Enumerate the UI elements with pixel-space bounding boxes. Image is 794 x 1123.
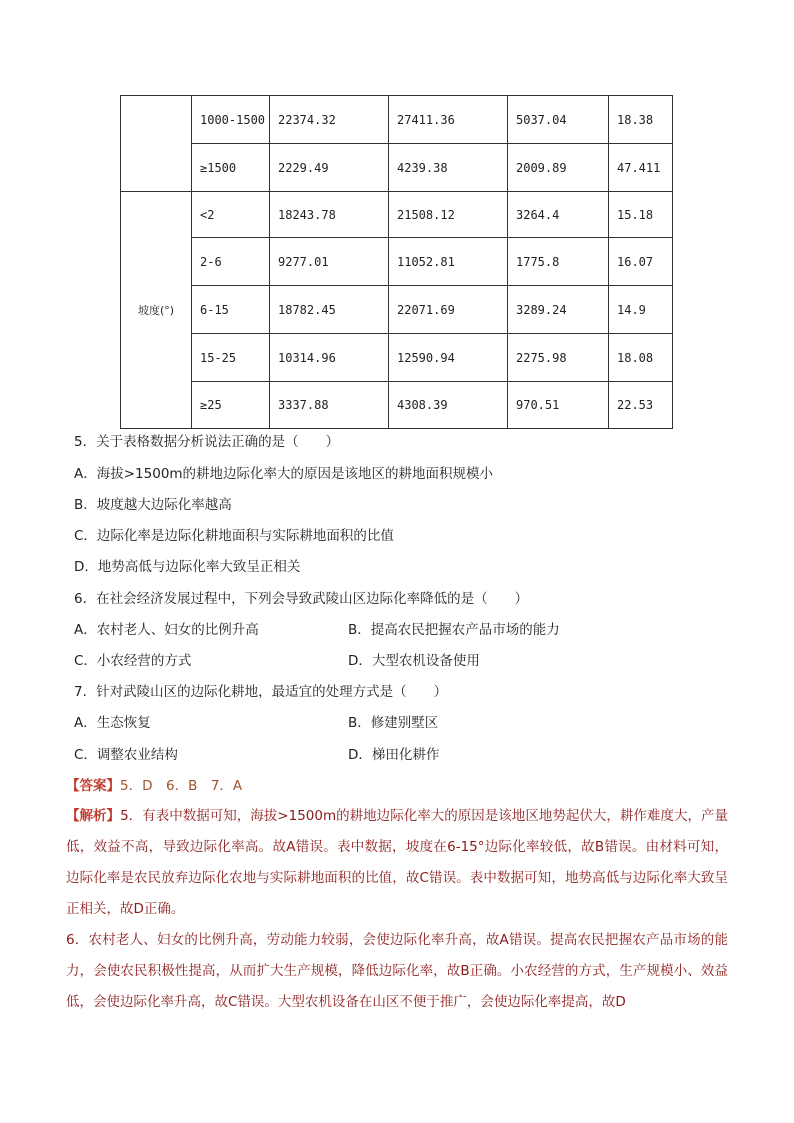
table-row	[121, 238, 673, 286]
table-cell: 4239.38	[389, 144, 508, 192]
explanation-paragraph-5	[66, 801, 728, 925]
question-6-option-d: D．大型农机设备使用	[348, 653, 480, 669]
table-cell: ≥25	[192, 382, 270, 429]
table-cell: 18782.45	[270, 286, 389, 334]
question-5-option-c: C．边际化率是边际化耕地面积与实际耕地面积的比值	[74, 528, 394, 544]
table-cell: 16.07	[609, 238, 673, 286]
table-cell: ≥1500	[192, 144, 270, 192]
table-cell: 12590.94	[389, 334, 508, 382]
question-6-stem: 6．在社会经济发展过程中，下列会导致武陵山区边际化率降低的是（ ）	[74, 591, 529, 607]
table-row	[121, 286, 673, 334]
table-cell: 1775.8	[508, 238, 609, 286]
table-cell: 18243.78	[270, 192, 389, 238]
table-cell: 15.18	[609, 192, 673, 238]
question-5-option-d: D．地势高低与边际化率大致呈正相关	[74, 559, 301, 575]
data-table	[120, 95, 673, 429]
question-5-option-b: B．坡度越大边际化率越高	[74, 497, 232, 513]
table-cell: 6-15	[192, 286, 270, 334]
table-row	[121, 144, 673, 192]
table-row	[121, 382, 673, 429]
table-cell: 970.51	[508, 382, 609, 429]
explanation-text-5: 5．有表中数据可知，海拔>1500m的耕地边际化率大的原因是该地区地势起伏大，耕作难度大，产量低，效益不高，导致边际化率高。故A错误。表中数据，坡度在6-15°边际化率较低，故B错误。由材料可知，边际化率是农民放弃边际化农地与实际耕地面积的比值，故C错误。表中数据可知，地势高低与边际化率大致呈正相关，故D正确。	[66, 808, 728, 917]
table-cell: 18.38	[609, 96, 673, 144]
table-cell: 3264.4	[508, 192, 609, 238]
answer-label: 【答案】	[66, 778, 120, 794]
explanation-block	[66, 801, 728, 1018]
table-cell: 3289.24	[508, 286, 609, 334]
table-cell: <2	[192, 192, 270, 238]
table-cell: 27411.36	[389, 96, 508, 144]
answer-line	[66, 776, 242, 796]
table-cell: 14.9	[609, 286, 673, 334]
table-cell: 4308.39	[389, 382, 508, 429]
table-cell: 22071.69	[389, 286, 508, 334]
table-cell: 2229.49	[270, 144, 389, 192]
table-cell: 2-6	[192, 238, 270, 286]
question-7-option-c: C．调整农业结构	[74, 747, 178, 763]
table-cell: 5037.04	[508, 96, 609, 144]
altitude-group-cell	[121, 96, 192, 192]
table-cell: 2009.89	[508, 144, 609, 192]
table-cell: 10314.96	[270, 334, 389, 382]
table-cell: 21508.12	[389, 192, 508, 238]
explanation-label: 【解析】	[66, 808, 121, 824]
answer-text: 5．D 6．B 7．A	[120, 778, 243, 794]
table-row	[121, 192, 673, 238]
question-7-stem: 7．针对武陵山区的边际化耕地，最适宜的处理方式是（ ）	[74, 684, 448, 700]
question-5-stem: 5．关于表格数据分析说法正确的是（ ）	[74, 434, 340, 450]
explanation-paragraph-6: 6．农村老人、妇女的比例升高，劳动能力较弱，会使边际化率升高，故A错误。提高农民把握农产品市场的能力，会使农民积极性提高，从而扩大生产规模，降低边际化率，故B正确。小农经营的方式，生产规模小、效益低，会使边际化率升高，故C错误。大型农机设备在山区不便于推广，会使边际化率提高，故D	[66, 932, 728, 1010]
table-row	[121, 334, 673, 382]
table-cell: 3337.88	[270, 382, 389, 429]
question-7-option-d: D．梯田化耕作	[348, 747, 440, 763]
question-7-option-b: B．修建别墅区	[348, 715, 439, 731]
question-6-option-b: B．提高农民把握农产品市场的能力	[348, 622, 560, 638]
question-7-option-a: A．生态恢复	[74, 715, 151, 731]
question-5-option-a: A．海拔>1500m的耕地边际化率大的原因是该地区的耕地面积规模小	[74, 466, 494, 482]
question-6-option-c: C．小农经营的方式	[74, 653, 192, 669]
table-cell: 22374.32	[270, 96, 389, 144]
table-cell: 11052.81	[389, 238, 508, 286]
table-cell: 18.08	[609, 334, 673, 382]
table-row	[121, 96, 673, 144]
table-cell: 22.53	[609, 382, 673, 429]
table-cell: 47.411	[609, 144, 673, 192]
table-cell: 15-25	[192, 334, 270, 382]
question-6-option-a: A．农村老人、妇女的比例升高	[74, 622, 259, 638]
table-cell: 2275.98	[508, 334, 609, 382]
table-cell: 1000-1500	[192, 96, 270, 144]
table-cell: 9277.01	[270, 238, 389, 286]
slope-group-label: 坡度(°)	[121, 192, 192, 429]
